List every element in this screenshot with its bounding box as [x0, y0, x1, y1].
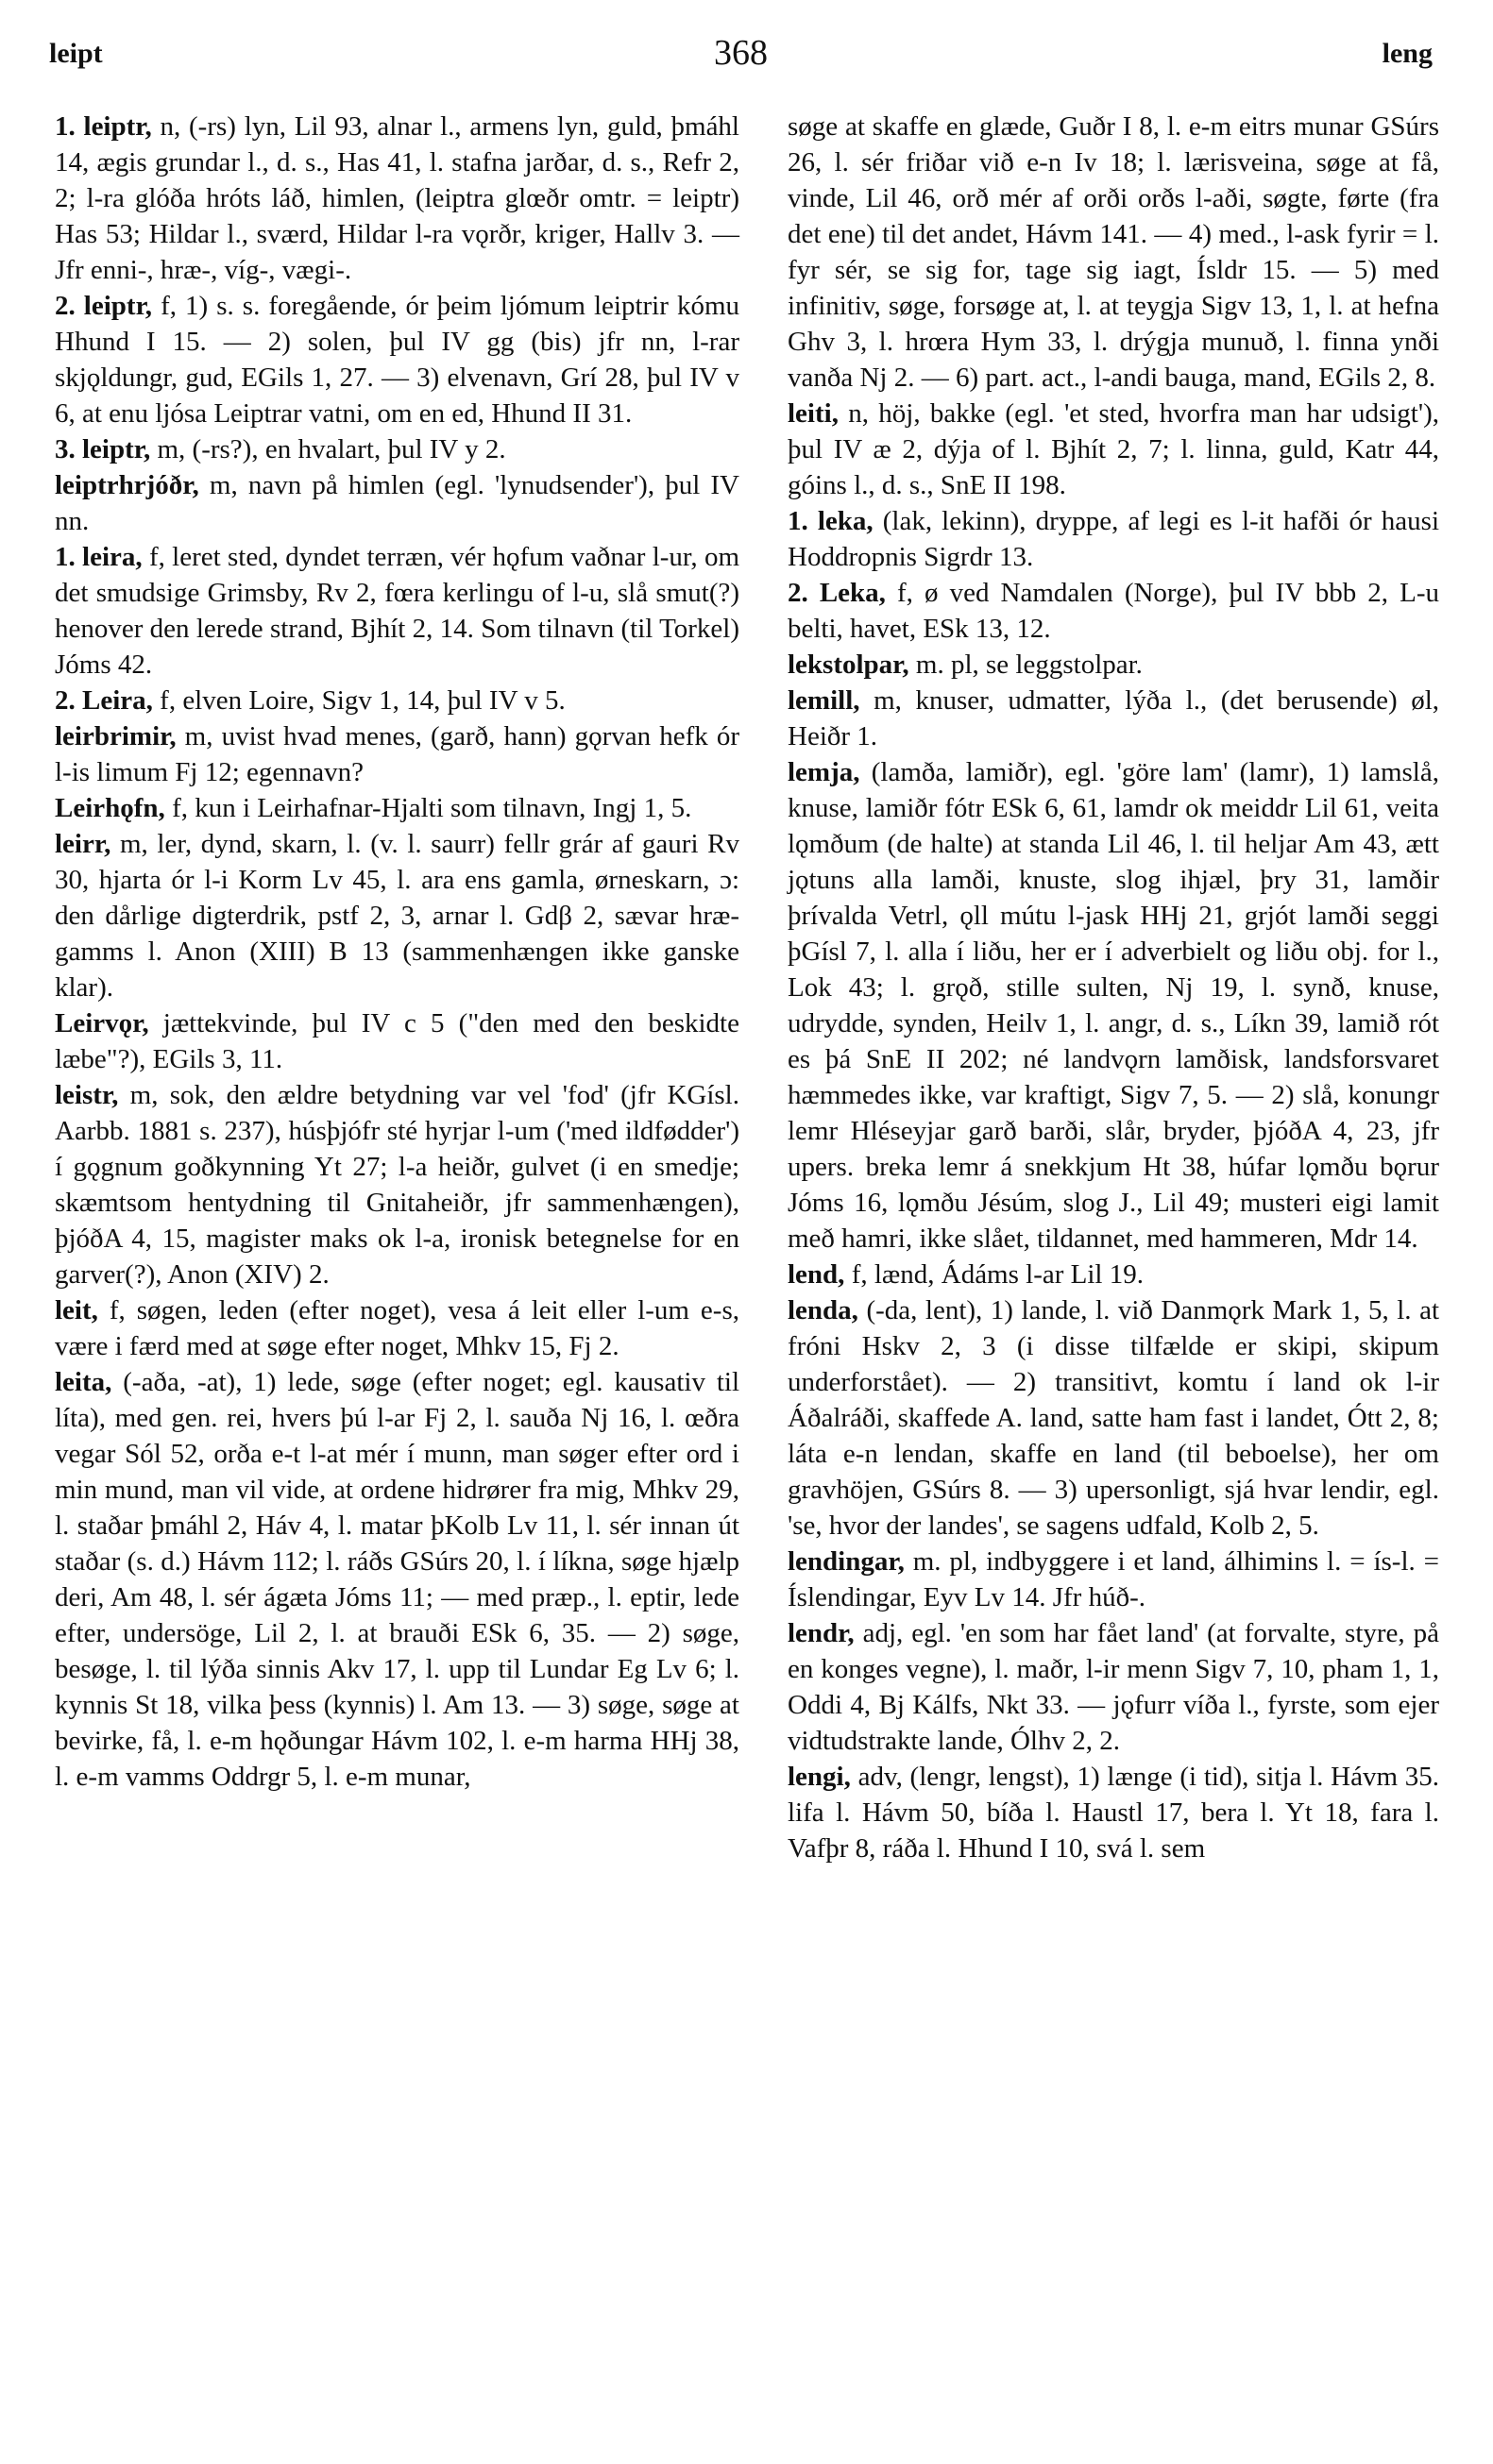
entry-text: m, sok, den ældre betydning var vel 'fod' (jfr KGísl. Aarbb. 1881 s. 237), húsþjófr sté hyrjar l-um ('med ildfødder') í gǫgnum goðkynning Yt 27; l-a heiðr, gulvet (i en smedje; skæmtsom hentydning til Gnitaheiðr, jfr sammenhængen), þjóðA 4, 15, magister maks ok l-a, ironisk betegnelse for en garver(?), Anon (XIV) 2.: [55, 1080, 739, 1290]
dictionary-entry: [55, 826, 739, 1005]
headword: Leirhǫfn,: [55, 793, 165, 823]
dictionary-entry: [788, 683, 1439, 754]
left-column: [55, 109, 739, 1795]
headword: Leirvǫr,: [55, 1008, 149, 1038]
entry-text: m, knuser, udmatter, lýða l., (det berusende) øl, Heiðr 1.: [788, 685, 1439, 751]
headword: lenda,: [788, 1295, 858, 1325]
dictionary-entry: [55, 718, 739, 790]
entry-text: adv, (lengr, lengst), 1) længe (i tid), sitja l. Hávm 35. lifa l. Hávm 50, bíða l. Haustl 17, bera l. Yt 18, fara l. Vafþr 8, ráða l. Hhund I 10, svá l. sem: [788, 1762, 1439, 1864]
entry-text: m. pl, se leggstolpar.: [908, 650, 1143, 680]
dictionary-entry: [55, 467, 739, 539]
headword: lendr,: [788, 1618, 855, 1648]
headword: leirr,: [55, 829, 111, 859]
entry-text: f, søgen, leden (efter noget), vesa á leit eller l-um e-s, være i færd med at søge efter noget, Mhkv 15, Fj 2.: [55, 1295, 739, 1361]
page-header: [49, 34, 1433, 81]
headword: leiptrhrjóðr,: [55, 470, 199, 500]
headword: leita,: [55, 1367, 112, 1397]
entry-text: (lak, lekinn), dryppe, af legi es l-it hafði ór hausi Hoddropnis Sigrdr 13.: [788, 506, 1440, 572]
headword: leiti,: [788, 398, 839, 429]
dictionary-entry: [788, 1257, 1439, 1292]
dictionary-entry: [788, 503, 1439, 575]
entry-text: f, lænd, Ádáms l-ar Lil 19.: [844, 1259, 1144, 1290]
entry-text: f, elven Loire, Sigv 1, 14, þul IV v 5.: [152, 685, 566, 716]
headword: 1. leiptr,: [55, 111, 152, 142]
headword: leistr,: [55, 1080, 119, 1110]
dictionary-entry: [788, 575, 1439, 647]
headword: 3. leiptr,: [55, 434, 151, 464]
entry-text: n, (-rs) lyn, Lil 93, alnar l., armens lyn, guld, þmáhl 14, ægis grundar l., d. s., Has 41, l. stafna jarðar, d. s., Refr 2, 2; l-ra glóða hróts láð, himlen, (leiptra glœðr omtr. = leiptr) Has 53; Hildar l., sværd, Hildar l-ra vǫrðr, kriger, Hallv 3. — Jfr enni-, hræ-, víg-, vægi-.: [55, 111, 739, 285]
entry-text: m, (-rs?), en hvalart, þul IV y 2.: [150, 434, 506, 464]
entry-text: f, ø ved Namdalen (Norge), þul IV bbb 2, L-u belti, havet, ESk 13, 12.: [788, 578, 1440, 644]
entry-text: f, 1) s. s. foregående, ór þeim ljómum leiptrir kómu Hhund I 15. — 2) solen, þul IV gg (bis) jfr nn, l-rar skjǫldungr, gud, EGils 1, 27. — 3) elvenavn, Grí 28, þul IV v 6, at enu ljósa Leiptrar vatni, om en ed, Hhund II 31.: [55, 291, 740, 429]
headword: lekstolpar,: [788, 650, 909, 680]
dictionary-entry: [55, 683, 739, 718]
headword: leirbrimir,: [55, 721, 177, 751]
entry-text: m, uvist hvad menes, (garð, hann) gǫrvan hefk ór l-is limum Fj 12; egennavn?: [55, 721, 739, 787]
dictionary-entry: [55, 1292, 739, 1364]
entry-text: n, höj, bakke (egl. 'et sted, hvorfra man har udsigt'), þul IV æ 2, dýja of l. Bjhít 2, 7; l. linna, guld, Katr 44, góins l., d. s., SnE II 198.: [788, 398, 1439, 500]
entry-text: m, navn på himlen (egl. 'lynudsender'), þul IV nn.: [55, 470, 739, 536]
dictionary-entry: [55, 790, 739, 826]
headword: 2. Leira,: [55, 685, 153, 716]
headword: lemill,: [788, 685, 860, 716]
headword: lend,: [788, 1259, 845, 1290]
dictionary-entry: [788, 109, 1439, 396]
entry-text: adj, egl. 'en som har fået land' (at forvalte, styre, på en konges vegne), l. maðr, l-ir menn Sigv 7, 10, pham 1, 1, Oddi 4, Bj Kálfs, Nkt 33. — jǫfurr víða l., fyrste, som ejer vidtudstrakte lande, Ólhv 2, 2.: [788, 1618, 1439, 1756]
headword: 2. leiptr,: [55, 291, 153, 321]
dictionary-entry: [788, 754, 1439, 1257]
entry-text: (-da, lent), 1) lande, l. við Danmǫrk Mark 1, 5, l. at fróni Hskv 2, 3 (i disse tilfælde er skipi, skipum underforstået). — 2) transitivt, komtu í land ok l-ir Áðalráði, skaffede A. land, satte ham fast i landet, Ótt 2, 8; láta e-n lendan, skaffe en land (til beboelse), her om gravhöjen, GSúrs 8. — 3) upersonligt, sjá hvar lendir, egl. 'se, hvor der landes', se sagens udfald, Kolb 2, 5.: [788, 1295, 1439, 1541]
dictionary-entry: [55, 109, 739, 288]
page-number: 368: [714, 33, 768, 73]
right-column: [788, 109, 1439, 1866]
headword: lengi,: [788, 1762, 851, 1792]
guide-word-right: leng: [1382, 38, 1433, 69]
dictionary-entry: [55, 1077, 739, 1292]
entry-text: f, kun i Leirhafnar-Hjalti som tilnavn, Ingj 1, 5.: [164, 793, 692, 823]
dictionary-entry: [788, 1759, 1439, 1866]
entry-text: m. pl, indbyggere i et land, álhimins l. = ís-l. = Íslendingar, Eyv Lv 14. Jfr húð-.: [788, 1546, 1439, 1612]
dictionary-entry: [55, 1364, 739, 1795]
headword: 2. Leka,: [788, 578, 886, 608]
entry-text: (lamða, lamiðr), egl. 'göre lam' (lamr), 1) lamslå, knuse, lamiðr fótr ESk 6, 61, lamdr ok meiddr Lil 61, veita lǫmðum (de halte) at standa Lil 46, l. til heljar Am 43, ætt jǫtuns alla lamði, knuste, slog ihjæl, þry 31, lamðir þrívalda Vetrl, ǫll mútu l-jask HHj 21, grjót lamði seggi þGísl 7, l. alla í liðu, her er í adverbielt og liðu obj. for l., Lok 43; l. grǫð, stille sulten, Nj 19, l. synð, knuse, udrydde, synden, Heilv 1, l. angr, d. s., Líkn 39, lamið rót es þá SnE II 202; né landvǫrn lamðisk, landsforsvaret hæmmedes ikke, var kraftigt, Sigv 7, 5. — 2) slå, konungr lemr Hléseyjar garð barði, slår, bryder, þjóðA 4, 23, jfr upers. breka lemr á snekkjum Ht 38, húfar lǫmðu bǫrur Jóms 16, lǫmðu Jésúm, slog J., Lil 49; musteri eigi lamit með hamri, ikke slået, tildannet, med hammeren, Mdr 14.: [788, 757, 1439, 1254]
headword: 1. leira,: [55, 542, 143, 572]
headword: 1. leka,: [788, 506, 874, 536]
dictionary-entry: [788, 1292, 1439, 1544]
headword: lemja,: [788, 757, 860, 787]
entry-text: søge at skaffe en glæde, Guðr I 8, l. e-m eitrs munar GSúrs 26, l. sér friðar við e-n Iv 18; l. lærisveina, søge at få, vinde, Lil 46, orð mér af orði orðs l-aði, søgte, førte (fra det ene) til det andet, Hávm 141. — 4) med., l-ask fyrir = l. fyr sér, se sig for, tage sig iagt, Ísldr 15. — 5) med infinitiv, søge, forsøge at, l. at teygja Sigv 13, 1, l. at hefna Ghv 3, l. hrœra Hym 33, l. drýgja munuð, l. finna ynði vanða Nj 2. — 6) part. act., l-andi bauga, mand, EGils 2, 8.: [788, 111, 1439, 393]
dictionary-entry: [788, 396, 1439, 503]
dictionary-entry: [55, 431, 739, 467]
dictionary-entry: [788, 1544, 1439, 1615]
dictionary-entry: [55, 539, 739, 683]
entry-text: m, ler, dynd, skarn, l. (v. l. saurr) fellr grár af gauri Rv 30, hjarta ór l-i Korm Lv 45, l. ara ens gamla, ørneskarn, ɔ: den dårlige digterdrik, pstf 2, 3, arnar l. Gdβ 2, sævar hrægamms l. Anon (XIII) B 13 (sammenhængen ikke ganske klar).: [55, 829, 739, 1003]
dictionary-entry: [55, 288, 739, 431]
dictionary-entry: [788, 1615, 1439, 1759]
headword: lendingar,: [788, 1546, 905, 1577]
guide-word-left: leipt: [49, 38, 103, 69]
entry-text: jættekvinde, þul IV c 5 ("den med den beskidte læbe"?), EGils 3, 11.: [55, 1008, 739, 1074]
entry-text: (-aða, -at), 1) lede, søge (efter noget; egl. kausativ til líta), med gen. rei, hvers þú l-ar Fj 2, l. sauða Nj 16, l. œðra vegar Sól 52, orða e-t l-at mér í munn, man søger efter ord i min mund, man vil vide, at ordene hidrører fra mig, Mhkv 29, l. staðar þmáhl 2, Háv 4, l. matar þKolb Lv 11, l. sér innan út staðar (s. d.) Hávm 112; l. ráðs GSúrs 20, l. í líkna, søge hjælp deri, Am 48, l. sér ágæta Jóms 11; — med præp., l. eptir, lede efter, undersöge, Lil 2, l. at brauði ESk 6, 35. — 2) søge, besøge, l. til lýða sinnis Akv 17, l. upp til Lundar Eg Lv 6; l. kynnis St 18, vilka þess (kynnis) l. Am 13. — 3) søge, søge at bevirke, få, l. e-m hǫðungar Hávm 102, l. e-m harma HHj 38, l. e-m vamms Oddrgr 5, l. e-m munar,: [55, 1367, 739, 1792]
dictionary-entry: [55, 1005, 739, 1077]
entry-text: f, leret sted, dyndet terræn, vér hǫfum vaðnar l-ur, om det smudsige Grimsby, Rv 2, fœra kerlingu of l-u, slå smut(?) henover den lerede strand, Bjhít 2, 14. Som tilnavn (til Torkel) Jóms 42.: [55, 542, 740, 680]
dictionary-entry: [788, 647, 1439, 683]
headword: leit,: [55, 1295, 98, 1325]
